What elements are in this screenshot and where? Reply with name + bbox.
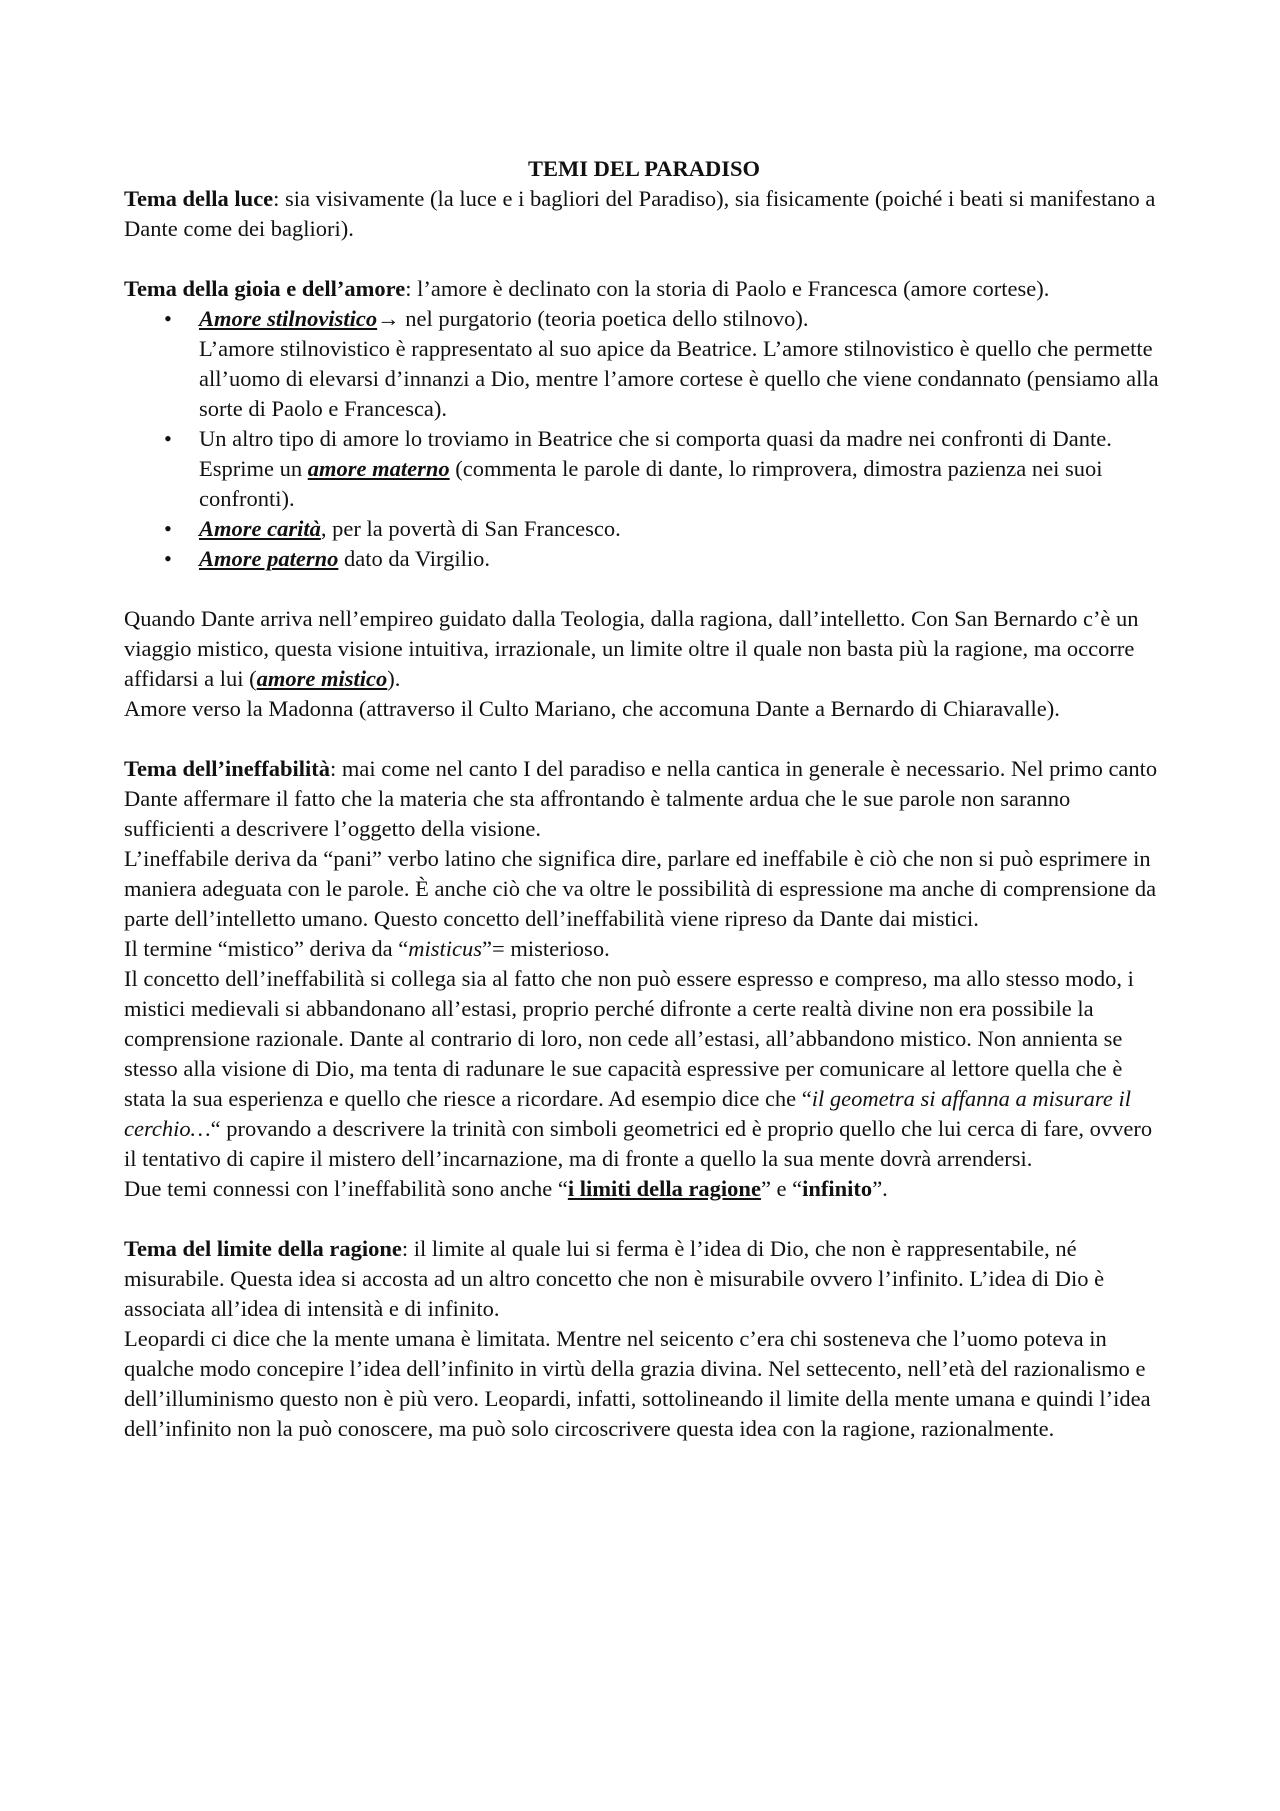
list-item-text: dato da Virgilio. (338, 546, 490, 571)
text-empireo: Quando Dante arriva nell’empireo guidato dalla Teologia, dalla ragiona, dall’intelletto. Con San Bernardo c’è un viaggio mistico, questa visione intuitiva, irrazionale, un limite oltre il quale non basta più la ragione, ma occorre affidarsi a lui ( (124, 606, 1139, 691)
spacer (124, 244, 1164, 274)
heading-ineffabilita: Tema dell’ineffabilità (124, 756, 331, 781)
quote-geometra: il geometra si affanna a misurare il cerchio… (124, 1086, 1131, 1141)
love-types-list (124, 304, 1164, 574)
paragraph-leopardi: Leopardi ci dice che la mente umana è limitata. Mentre nel seicento c’era chi sosteneva che l’uomo poteva in qualche modo concepire l’idea dell’infinito in virtù della grazia divina. Nel settecento, nell’età del razionalismo e dell’illuminismo questo non è più vero. Leopardi, infatti, sottolineando il limite della mente umana e quindi l’idea dell’infinito non la può conoscere, ma può solo circoscrivere questa idea con la ragione, razionalmente. (124, 1326, 1151, 1441)
paragraph-gioia (124, 274, 1164, 304)
paragraph-madonna: Amore verso la Madonna (attraverso il Culto Mariano, che accomuna Dante a Bernardo di Chiaravalle). (124, 696, 1060, 721)
paragraph-limite (124, 1234, 1164, 1324)
paragraph-ineffabilita (124, 754, 1164, 844)
text-ineffabilita: : mai come nel canto I del paradiso e nella cantica in generale è necessario. Nel primo canto Dante affermare il fatto che la materia che sta affrontando è talmente ardua che le sue parole non saranno sufficienti a descrivere l’oggetto della visione. (124, 756, 1158, 841)
term-amore-paterno: Amore paterno (199, 546, 339, 571)
bullet-icon: • (164, 306, 172, 331)
term-amore-stilnovistico: Amore stilnovistico (199, 306, 378, 331)
list-item-text: (commenta le parole di dante, lo rimprovera, dimostra pazienza nei suoi confronti). (199, 456, 1103, 511)
text-temi-connessi-mid: ” e “ (760, 1176, 803, 1201)
list-item (124, 424, 1164, 514)
text-empireo-end: ). (387, 666, 401, 691)
paragraph-concetto-ineffabilita (124, 964, 1164, 1174)
spacer (124, 574, 1164, 604)
text-mistico: Il termine “mistico” deriva da “ (124, 936, 409, 961)
document-title: TEMI DEL PARADISO (527, 156, 761, 181)
list-item-text: nel purgatorio (teoria poetica dello stilnovo). (399, 306, 809, 331)
paragraph-ineffabile-origine: L’ineffabile deriva da “pani” verbo latino che significa dire, parlare ed ineffabile è ciò che non si può esprimere in maniera adeguata con le parole. È anche ciò che va oltre le possibilità di espressione ma anche di comprensione da parte dell’intelletto umano. Questo concetto dell’ineffabilità viene ripreso da Dante dai mistici. (124, 846, 1157, 931)
list-item-text: Un altro tipo di amore lo troviamo in Beatrice che si comporta quasi da madre nei confronti di Dante. Esprime un (199, 426, 1112, 481)
bullet-icon: • (164, 516, 172, 541)
document-page (124, 154, 1164, 1444)
paragraph-luce (124, 184, 1164, 244)
spacer (124, 1204, 1164, 1234)
term-amore-carita: Amore carità (199, 516, 321, 541)
heading-limite: Tema del limite della ragione (124, 1236, 402, 1261)
paragraph-temi-connessi (124, 1174, 1164, 1204)
arrow-icon: → (377, 306, 400, 331)
list-item-text: L’amore stilnovistico è rappresentato al suo apice da Beatrice. L’amore stilnovistico è quello che permette all’uomo di elevarsi d’innanzi a Dio, mentre l’amore cortese è quello che viene condannato (pensiamo alla sorte di Paolo e Francesca). (199, 336, 1159, 421)
paragraph-mistico (124, 934, 1164, 964)
text-concetto: Il concetto dell’ineffabilità si collega sia al fatto che non può essere espresso e compreso, ma allo stesso modo, i mistici medievali si abbandonano all’estasi, proprio perché difronte a certe realtà divine non era possibile la comprensione razionale. Dante al contrario di loro, non cede all’estasi, all’abbandono mistico. Non annienta se stesso alla visione di Dio, ma tenta di radunare le sue capacità espressive per comunicare al lettore quella che è stata la sua esperienza e quello che riesce a ricordare. Ad esempio dice che “ (124, 966, 1134, 1111)
spacer (124, 724, 1164, 754)
text-concetto-end: “ provando a descrivere la trinità con simboli geometrici ed è proprio quello che lui cerca di fare, ovvero il tentativo di capire il mistero dell’incarnazione, ma di fronte a quello la sua mente dovrà arrendersi. (124, 1116, 1153, 1171)
list-item (124, 544, 1164, 574)
list-item (124, 514, 1164, 544)
text-luce: : sia visivamente (la luce e i bagliori del Paradiso), sia fisicamente (poiché i beati si manifestano a Dante come dei bagliori). (124, 186, 1156, 241)
text-gioia: : l’amore è declinato con la storia di Paolo e Francesca (amore cortese). (405, 276, 1050, 301)
list-item (124, 304, 1164, 424)
term-misticus: misticus (408, 936, 483, 961)
term-amore-mistico: amore mistico (256, 666, 388, 691)
list-item-text: , per la povertà di San Francesco. (320, 516, 621, 541)
term-limiti-ragione: i limiti della ragione (567, 1176, 761, 1201)
text-temi-connessi: Due temi connessi con l’ineffabilità sono anche “ (124, 1176, 568, 1201)
bullet-icon: • (164, 546, 172, 571)
text-limite: : il limite al quale lui si ferma è l’idea di Dio, che non è rappresentabile, né misurabile. Questa idea si accosta ad un altro concetto che non è misurabile ovvero l’infinito. L’idea di Dio è associata all’idea di intensità e di infinito. (124, 1236, 1105, 1321)
heading-luce: Tema della luce (124, 186, 274, 211)
term-infinito: infinito (802, 1176, 873, 1201)
paragraph-empireo (124, 604, 1164, 694)
text-mistico-end: ”= misterioso. (482, 936, 610, 961)
heading-gioia: Tema della gioia e dell’amore (124, 276, 406, 301)
term-amore-materno: amore materno (307, 456, 450, 481)
text-temi-connessi-end: ”. (872, 1176, 888, 1201)
bullet-icon: • (164, 426, 172, 451)
